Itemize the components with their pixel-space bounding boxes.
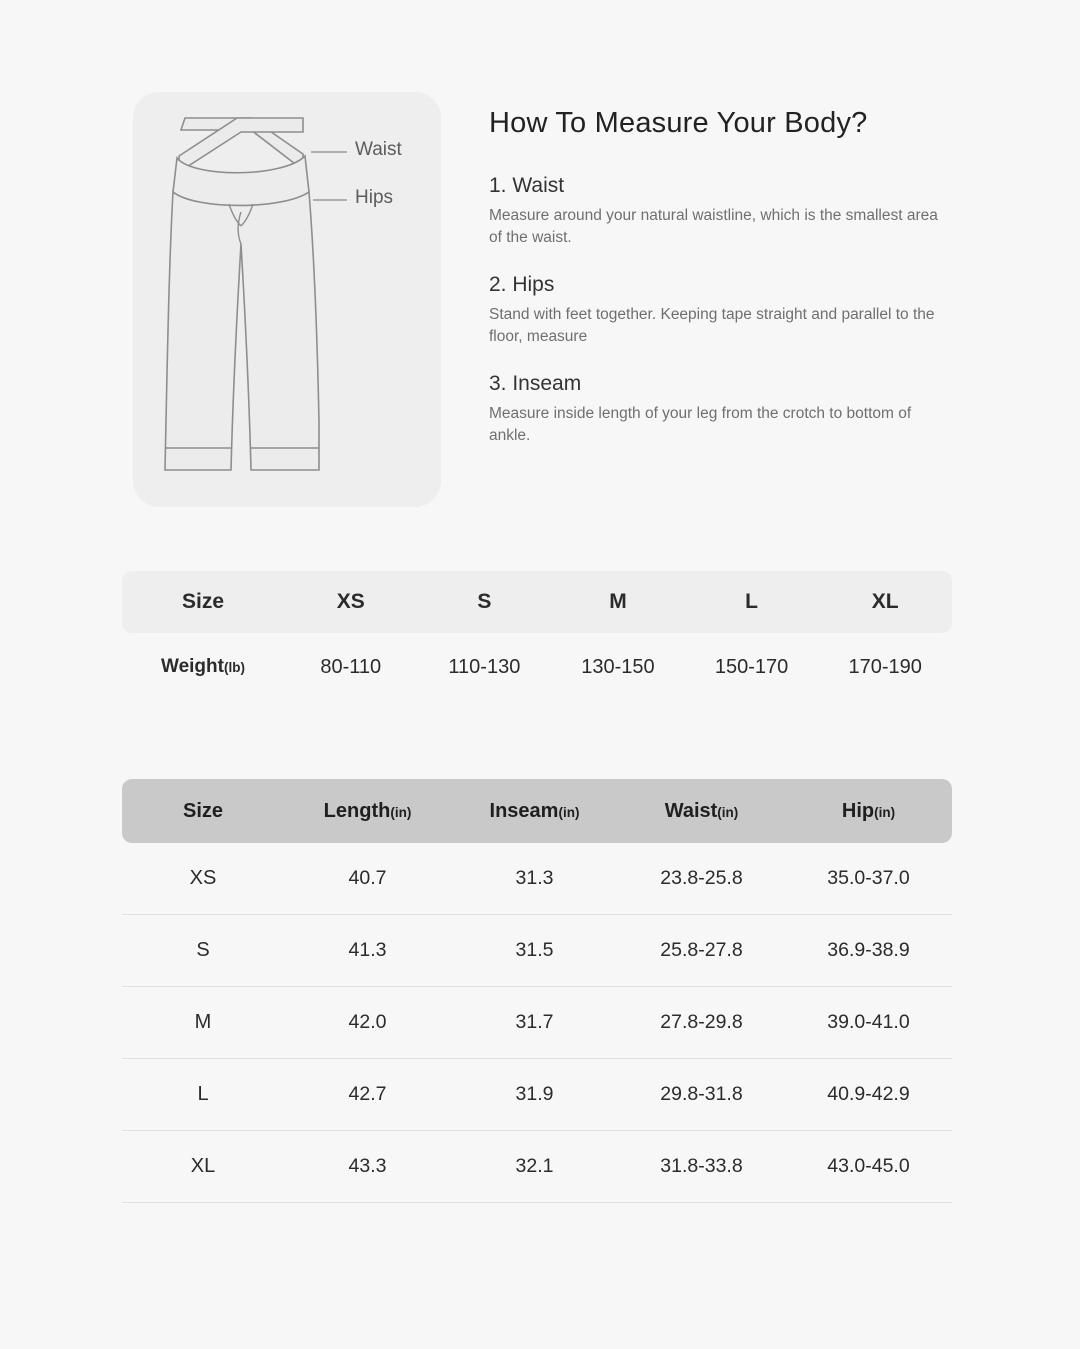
header-unit: (in) (390, 804, 412, 820)
leggings-illustration-card (133, 92, 441, 507)
header-text: Waist (664, 799, 718, 822)
step-body: Measure inside length of your leg from the crotch to bottom of ankle. (489, 405, 912, 444)
measurement-table-header-row (122, 779, 952, 843)
row-hip: 35.0-37.0 (827, 867, 910, 889)
header-unit: (in) (874, 804, 896, 820)
header-text: Inseam (489, 799, 559, 822)
row-waist: 27.8-29.8 (660, 1011, 743, 1033)
page-title: How To Measure Your Body? (489, 107, 868, 139)
row-size: L (197, 1083, 209, 1105)
weight-label-text: Weight (161, 656, 224, 677)
step-body: Measure around your natural waistline, which is the smallest area of the waist. (489, 207, 938, 246)
step-body: Stand with feet together. Keeping tape straight and parallel to the floor, measure (489, 306, 935, 345)
weight-value-s: 110-130 (448, 655, 521, 678)
step-heading: 2. Hips (489, 273, 555, 296)
row-hip: 36.9-38.9 (827, 939, 910, 961)
row-inseam: 32.1 (515, 1155, 554, 1177)
row-hip: 39.0-41.0 (827, 1011, 910, 1033)
row-size: XS (189, 867, 217, 889)
weight-row-label (122, 656, 284, 678)
weight-table-header-size: Size (181, 590, 225, 613)
row-inseam: 31.3 (515, 867, 554, 889)
header-unit: (in) (558, 804, 580, 820)
row-hip: 40.9-42.9 (827, 1083, 910, 1105)
table-row (122, 987, 952, 1059)
measurement-header-length (284, 800, 451, 823)
row-length: 42.0 (348, 1011, 387, 1033)
row-waist: 29.8-31.8 (660, 1083, 743, 1105)
header-unit: (in) (717, 804, 739, 820)
header-text: Length (323, 799, 391, 822)
weight-table-row (122, 633, 952, 701)
row-size: M (194, 1011, 212, 1033)
row-waist: 31.8-33.8 (660, 1155, 743, 1177)
measure-section (0, 0, 1080, 507)
header-text: Size (182, 799, 224, 822)
weight-value-l: 150-170 (714, 655, 789, 678)
table-row (122, 843, 952, 915)
weight-table-header-row (122, 571, 952, 633)
weight-unit: (lb) (223, 660, 245, 675)
step-heading: 1. Waist (489, 174, 565, 197)
table-row (122, 1131, 952, 1203)
weight-table-header-l: L (745, 590, 758, 613)
hips-callout-label: Hips (355, 187, 394, 208)
instruction-step-hips (489, 273, 989, 348)
weight-table-header-xl: XL (871, 590, 899, 613)
weight-table-header-s: S (477, 590, 492, 613)
row-hip: 43.0-45.0 (827, 1155, 910, 1177)
instruction-step-inseam (489, 372, 989, 447)
instruction-step-waist (489, 174, 989, 249)
measurement-header-size (122, 800, 284, 823)
step-heading: 3. Inseam (489, 372, 582, 395)
row-length: 41.3 (348, 939, 387, 961)
row-length: 42.7 (348, 1083, 387, 1105)
waist-callout-label: Waist (355, 139, 402, 160)
weight-table (122, 571, 952, 701)
measure-instructions (489, 92, 989, 507)
measurement-table (122, 779, 952, 1203)
header-text: Hip (841, 799, 875, 822)
row-size: S (196, 939, 210, 961)
row-length: 40.7 (348, 867, 387, 889)
row-inseam: 31.9 (515, 1083, 554, 1105)
row-length: 43.3 (348, 1155, 387, 1177)
table-row (122, 1059, 952, 1131)
weight-value-m: 130-150 (581, 655, 655, 678)
weight-value-xs: 80-110 (320, 655, 382, 678)
row-waist: 23.8-25.8 (660, 867, 743, 889)
row-waist: 25.8-27.8 (660, 939, 743, 961)
row-size: XL (190, 1155, 216, 1177)
weight-table-header-xs: XS (336, 590, 365, 613)
row-inseam: 31.5 (515, 939, 554, 961)
measurement-header-inseam (451, 800, 618, 823)
table-row (122, 915, 952, 987)
weight-table-header-m: M (609, 590, 627, 613)
measurement-header-waist (618, 800, 785, 823)
row-inseam: 31.7 (515, 1011, 554, 1033)
measurement-header-hip (785, 800, 952, 823)
weight-value-xl: 170-190 (848, 655, 922, 678)
